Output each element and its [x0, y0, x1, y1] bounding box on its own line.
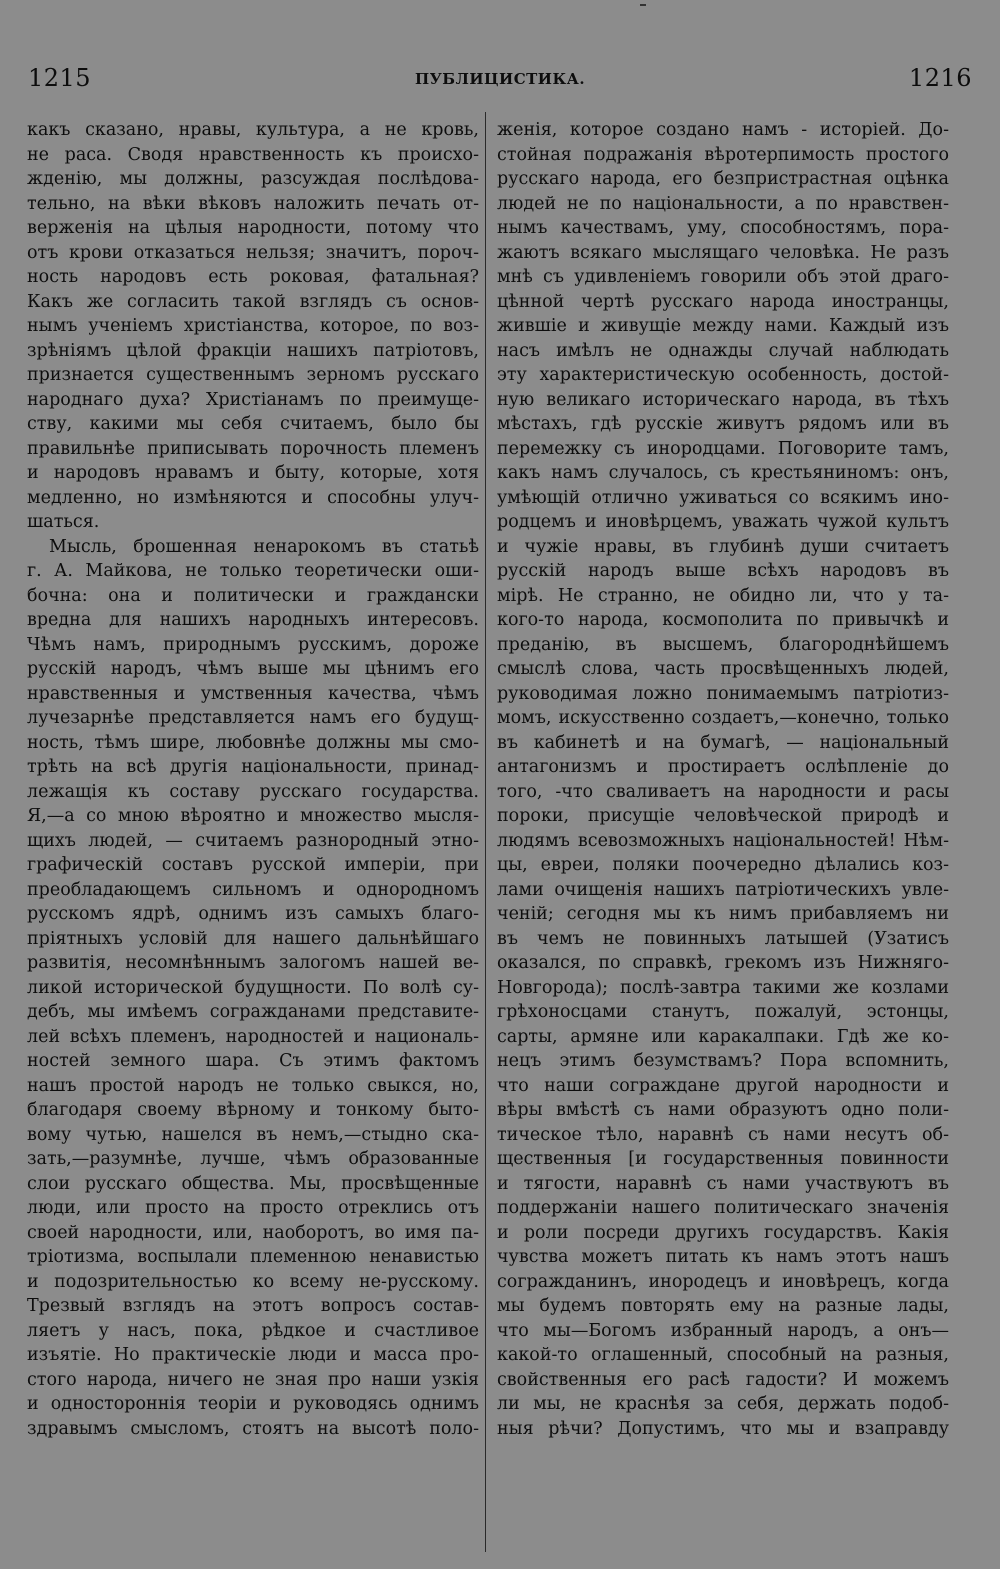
text-line: ностей земного шара. Съ этимъ фактомъ — [27, 1051, 479, 1071]
text-line: графическій составъ русской имперіи, при — [27, 855, 479, 875]
text-line: ству, какими мы себя считаемъ, было бы — [27, 414, 479, 434]
text-line: жаютъ всякаго мыслящаго человѣка. Не разъ — [497, 242, 949, 263]
text-line: щихъ людей, — считаемъ разнородный этно- — [27, 830, 479, 851]
text-line: дебъ, мы имѣемъ согражданами представите- — [27, 1002, 479, 1022]
text-line: верженія на цѣлыя народности, потому что — [27, 218, 479, 238]
right-column — [497, 118, 949, 1441]
text-line: умѣющій отлично уживаться со всякимъ ино- — [497, 487, 949, 508]
text-line: жившіе и живущіе между нами. Каждый изъ — [497, 316, 949, 336]
text-line: сарты, армяне или каракалпаки. Гдѣ же ко- — [497, 1026, 949, 1047]
text-line: и подозрительностью ко всему не-русскому. — [27, 1271, 479, 1292]
text-line: русскомъ ядрѣ, однимъ изъ самыхъ благо- — [27, 904, 479, 924]
text-line: мы будемъ повторять ему на разные лады, — [497, 1296, 949, 1316]
text-line: цы, евреи, поляки поочередно дѣлались коз- — [497, 855, 949, 875]
text-line: что мы—Богомъ избранный народъ, а онъ— — [497, 1320, 949, 1341]
text-line: русскій народъ выше всѣхъ народовъ въ — [497, 561, 949, 581]
text-line: вредна для нашихъ народныхъ интересовъ. — [27, 610, 479, 630]
text-line: вому чутью, нашелся въ немъ,—стыдно ска- — [27, 1124, 479, 1145]
text-line: и роли посреди другихъ государствъ. Какія — [497, 1222, 949, 1243]
text-line: и чужіе нравы, въ глубинѣ души считаетъ — [497, 536, 949, 557]
text-line: насъ имѣлъ не однажды случай наблюдать — [497, 340, 949, 361]
text-line: того, -что сваливаетъ на народности и расы — [497, 781, 949, 802]
text-line: медленно, но измѣняются и способны улуч- — [27, 487, 479, 508]
text-line: шаться. — [27, 512, 100, 532]
text-line: люди, или просто на просто отреклись отъ — [27, 1198, 479, 1218]
text-line: поддержаніи нашего политическаго значенія — [497, 1198, 949, 1218]
text-line: мірѣ. Не странно, не обидно ли, что у та- — [497, 585, 949, 606]
text-line: ность, тѣмъ шире, любовнѣе должны мы смо- — [27, 732, 479, 753]
text-line: народнаго духа? Христіанамъ по преимуще- — [27, 389, 479, 410]
text-line: ную великаго историческаго народа, въ тѣхъ — [497, 389, 949, 410]
text-line: свойственныя его расѣ гадости? И можемъ — [497, 1369, 949, 1390]
text-line: зрѣніямъ цѣлой фракціи нашихъ патріотовъ, — [27, 340, 479, 361]
text-line: согражданинъ, инородецъ и иновѣрецъ, когда — [497, 1271, 949, 1292]
page-number-right: 1216 — [908, 64, 972, 92]
text-line: пріятныхъ условій для нашего дальнѣйшаго — [27, 928, 479, 949]
text-line: лучезарнѣе представляется намъ его будущ- — [27, 708, 479, 728]
text-line: отъ крови отказаться нельзя; значитъ, пороч- — [27, 242, 479, 263]
text-line: стого народа, ничего не зная про наши узкія — [27, 1369, 479, 1390]
text-line: лами очищенія нашихъ патріотическихъ увле- — [497, 879, 949, 900]
text-line: зать,—разумнѣе, лучше, чѣмъ образованные — [27, 1149, 479, 1169]
text-line: трѣть на всѣ другія національности, принад- — [27, 757, 479, 777]
text-line: какъ сказано, нравы, культура, а не кровь, — [27, 120, 479, 140]
text-line: оказался, по справкѣ, грекомъ изъ Нижняго- — [497, 953, 949, 973]
text-line: слои русскаго общества. Мы, просвѣщенные — [27, 1173, 479, 1194]
text-line: правильнѣе приписывать порочность племенъ — [27, 438, 479, 459]
text-line: бочна: она и политически и граждански — [27, 585, 479, 606]
text-line: въ чемъ не повинныхъ латышей (Узатисъ — [497, 928, 949, 949]
text-line: изъятіе. Но практическіе люди и масса про- — [27, 1345, 479, 1365]
text-line: ность народовъ есть роковая, фатальная? — [27, 267, 479, 287]
text-line: пороки, присущіе человѣческой природѣ и — [497, 806, 949, 826]
text-line: тріотизма, воспылали племенною ненавистью — [27, 1247, 479, 1267]
text-line: тическое тѣло, наравнѣ съ нами несутъ об- — [497, 1124, 949, 1145]
text-line: ли мы, не краснѣя за себя, держать подоб- — [497, 1394, 949, 1414]
text-line: благодаря своему вѣрному и тонкому быто- — [27, 1100, 479, 1120]
text-line: жденію, мы должны, разсуждая послѣдова- — [27, 169, 479, 189]
text-line: преобладающемъ сильномъ и однородномъ — [27, 879, 479, 900]
print-mark — [640, 4, 646, 6]
left-column — [27, 118, 479, 1441]
text-line: и одностороннія теоріи и руководясь однимъ — [27, 1394, 479, 1414]
text-line: нравственныя и умственныя качества, чѣмъ — [27, 683, 479, 704]
text-line: чувства можетъ питать къ намъ этотъ нашъ — [497, 1247, 949, 1267]
text-line: мѣстахъ, гдѣ русскіе живутъ рядомъ или въ — [497, 414, 949, 434]
text-line: ченій; сегодня мы къ нимъ прибавляемъ ни — [497, 904, 949, 924]
column-divider — [485, 112, 486, 1552]
text-line: антагонизмъ и простираетъ ослѣпленіе до — [497, 757, 949, 777]
text-line: кого-то народа, космополита по привычкѣ и — [497, 610, 949, 630]
text-line: мнѣ съ удивленіемъ говорили объ этой драго- — [497, 267, 949, 287]
text-line: развитія, несомнѣннымъ залогомъ нашей ве- — [27, 953, 479, 973]
running-title: ПУБЛИЦИСТИКА. — [414, 70, 586, 88]
text-line: Трезвый взглядъ на этотъ вопросъ состав- — [27, 1296, 479, 1316]
text-line: момъ, искусственно создаетъ,—конечно, только — [497, 708, 949, 728]
text-line: своей народности, или, наоборотъ, во имя па- — [27, 1222, 479, 1243]
text-line: ляетъ у насъ, пока, рѣдкое и счастливое — [27, 1320, 479, 1341]
text-line: Новгорода); послѣ-завтра такими же козлами — [497, 977, 949, 998]
text-line: стойная подражанія вѣротерпимость простого — [497, 144, 949, 165]
page-header — [22, 64, 978, 104]
text-line: эту характеристическую особенность, достой- — [497, 365, 949, 385]
text-line: какой-то оглашенный, способный на разныя, — [497, 1345, 949, 1365]
text-line: не раса. Сводя нравственность къ происхо- — [27, 144, 479, 165]
text-line: какъ намъ случалось, съ крестьяниномъ: онъ, — [497, 463, 949, 483]
text-line: грѣхоносцами станутъ, пожалуй, эстонцы, — [497, 1002, 949, 1022]
text-line: людей не по національности, а по нравствен- — [497, 193, 949, 214]
text-line: нецъ этимъ безумствамъ? Пора вспомнить, — [497, 1051, 949, 1071]
text-line: людямъ всевозможныхъ національностей! Нѣм- — [497, 830, 949, 851]
text-line: нымъ качествамъ, уму, способностямъ, пора- — [497, 218, 949, 238]
text-line: тельно, на вѣки вѣковъ наложить печать от- — [27, 193, 479, 214]
text-line: преданію, въ высшемъ, благороднѣйшемъ — [497, 634, 949, 655]
text-line: Какъ же согласить такой взглядъ съ основ- — [27, 291, 479, 312]
text-line: Чѣмъ намъ, природнымъ русскимъ, дороже — [27, 634, 479, 655]
text-line: г. А. Майкова, не только теоретически оши- — [27, 561, 479, 581]
text-line: нашъ простой народъ не только свыкся, но, — [27, 1075, 479, 1096]
text-line: лей всѣхъ племенъ, народностей и националь- — [27, 1026, 479, 1047]
text-line: руководимая ложно понимаемымъ патріотиз- — [497, 683, 949, 704]
text-line: и народовъ нравамъ и быту, которые, хотя — [27, 463, 479, 483]
text-line: ныя рѣчи? Допустимъ, что мы и взаправду — [497, 1418, 949, 1439]
text-line: русскаго народа, его безпристрастная оцѣнка — [497, 169, 949, 189]
text-line: женія, которое создано намъ - исторіей. До- — [497, 120, 949, 140]
text-line: и тягости, наравнѣ съ нами участвуютъ въ — [497, 1173, 949, 1194]
page-number-left: 1215 — [28, 64, 92, 92]
text-line: нымъ ученіемъ христіанства, которое, по воз- — [27, 316, 479, 336]
text-line: смыслѣ слова, часть просвѣщенныхъ людей, — [497, 659, 949, 679]
text-line: вѣры вмѣстѣ съ нами образуютъ одно поли- — [497, 1100, 949, 1120]
text-line: признается существеннымъ зерномъ русскаго — [27, 365, 479, 385]
text-line: щественныя [и государственныя повинности — [497, 1149, 949, 1169]
text-line: здравымъ смысломъ, стоятъ на высотѣ поло- — [27, 1418, 479, 1439]
text-line: Мысль, брошенная ненарокомъ въ статьѣ — [49, 536, 479, 557]
text-line: ликой исторической будущности. По волѣ су- — [27, 977, 479, 998]
text-line: русскій народъ, чѣмъ выше мы цѣнимъ его — [27, 659, 479, 679]
text-line: лежащія къ составу русскаго государства. — [27, 781, 479, 802]
text-line: въ кабинетѣ и на бумагѣ, — національный — [497, 732, 949, 753]
text-line: Я,—а со мною вѣроятно и множество мысля- — [27, 806, 479, 826]
text-line: перемежку съ инородцами. Поговорите тамъ, — [497, 438, 949, 459]
text-line: что наши сограждане другой народности и — [497, 1075, 949, 1096]
text-line: цѣнной чертѣ русскаго народа иностранцы, — [497, 291, 949, 312]
text-line: родцемъ и иновѣрцемъ, уважать чужой культъ — [497, 512, 949, 532]
